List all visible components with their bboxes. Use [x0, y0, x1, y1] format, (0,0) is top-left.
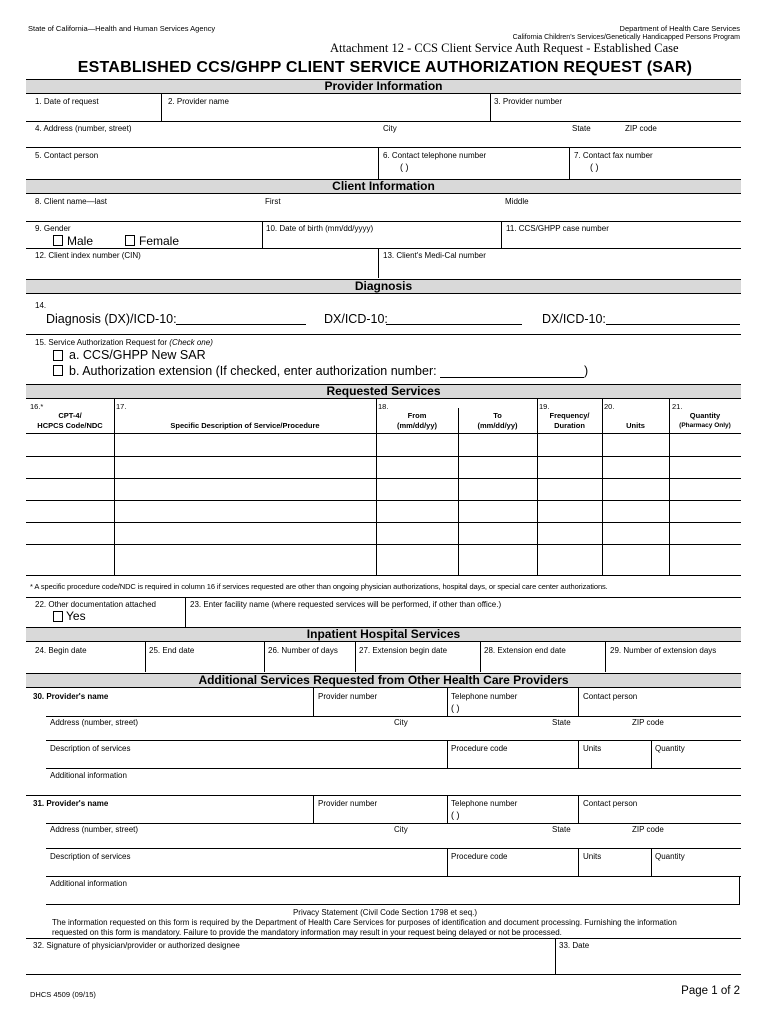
provider-31-contact[interactable]: Contact person	[583, 799, 638, 808]
department-name: Department of Health Care Services	[619, 24, 740, 33]
section-client-information: Client Information	[26, 179, 741, 194]
provider-30-contact[interactable]: Contact person	[583, 692, 638, 701]
field-end-date[interactable]: 25. End date	[149, 646, 195, 655]
field-city[interactable]: City	[383, 124, 397, 133]
field-state[interactable]: State	[572, 124, 591, 133]
provider-31-units[interactable]: Units	[583, 852, 602, 861]
col-18-header-from: From	[407, 411, 427, 420]
provider-30-procedure-code[interactable]: Procedure code	[451, 744, 508, 753]
provider-30-address[interactable]: Address (number, street)	[50, 718, 139, 727]
field-provider-number[interactable]: 3. Provider number	[494, 97, 563, 106]
provider-30-zip[interactable]: ZIP code	[632, 718, 664, 727]
col-19-header-line1: Frequency/	[549, 411, 590, 420]
field-extension-end-date[interactable]: 28. Extension end date	[484, 646, 566, 655]
attachment-label: Attachment 12 - CCS Client Service Auth Request - Established Case	[330, 41, 679, 55]
field-contact-person[interactable]: 5. Contact person	[35, 151, 99, 160]
agency-name: State of California—Health and Human Services Agency	[28, 24, 216, 33]
extension-label: b. Authorization extension (If checked, enter authorization number:	[69, 364, 437, 378]
field-client-index-number[interactable]: 12. Client index number (CIN)	[35, 251, 141, 260]
program-name: California Children's Services/Genetically Handicapped Persons Program	[512, 34, 740, 41]
col-19-number: 19.	[539, 402, 550, 411]
col-21-header-line2: (Pharmacy Only)	[679, 422, 731, 429]
extension-close-paren: )	[584, 364, 589, 378]
extension-checkbox[interactable]	[53, 365, 63, 376]
provider-31-zip[interactable]: ZIP code	[632, 825, 664, 834]
field-other-documentation: 22. Other documentation attached	[35, 600, 156, 609]
diagnosis-3-label: DX/ICD-10:	[542, 312, 606, 326]
service-row-6[interactable]	[26, 545, 741, 566]
field-signature[interactable]: 32. Signature of physician/provider or authorized designee	[33, 941, 240, 950]
field-extension-begin-date[interactable]: 27. Extension begin date	[359, 646, 448, 655]
provider-30-state[interactable]: State	[552, 718, 571, 727]
provider-30-number[interactable]: Provider number	[318, 692, 378, 701]
page-number: Page 1 of 2	[681, 985, 740, 997]
service-row-5[interactable]	[26, 523, 741, 544]
section-additional-services: Additional Services Requested from Other Health Care Providers	[26, 673, 741, 688]
provider-31-additional-info: Additional information	[50, 879, 127, 888]
provider-31-state[interactable]: State	[552, 825, 571, 834]
field-begin-date[interactable]: 24. Begin date	[35, 646, 87, 655]
authorization-number-input[interactable]	[440, 377, 584, 378]
telephone-parens: ( )	[400, 162, 409, 172]
col-19-header-line2: Duration	[554, 421, 585, 430]
field-date-of-birth[interactable]: 10. Date of birth (mm/dd/yyyy)	[266, 224, 374, 233]
field-case-number[interactable]: 11. CCS/GHPP case number	[506, 224, 609, 233]
provider-31-description[interactable]: Description of services	[50, 852, 131, 861]
provider-31-quantity[interactable]: Quantity	[655, 852, 685, 861]
fax-parens: ( )	[590, 162, 599, 172]
col-18-number: 18.	[378, 402, 389, 411]
provider-30-city[interactable]: City	[394, 718, 408, 727]
col-18-header-to: To	[493, 411, 502, 420]
provider-31-city[interactable]: City	[394, 825, 408, 834]
col-16-number: 16.*	[30, 402, 44, 411]
col-21-number: 21.	[672, 402, 683, 411]
col-17-number: 17.	[116, 402, 127, 411]
col-20-number: 20.	[604, 402, 615, 411]
services-footnote: * A specific procedure code/NDC is required in column 16 if services requested are other than ongoing physician authorizations, hospital days, or special care center authorizations.	[30, 582, 608, 591]
field-medi-cal-number[interactable]: 13. Client's Medi-Cal number	[383, 251, 486, 260]
field-client-middle-name[interactable]: Middle	[505, 197, 529, 206]
form-title: ESTABLISHED CCS/GHPP CLIENT SERVICE AUTHORIZATION REQUEST (SAR)	[77, 59, 693, 76]
provider-30-units[interactable]: Units	[583, 744, 602, 753]
provider-30-name[interactable]: 30. Provider's name	[33, 692, 109, 701]
field-gender: 9. Gender	[35, 224, 71, 233]
section-diagnosis: Diagnosis	[26, 279, 741, 294]
service-row-1[interactable]	[26, 434, 741, 456]
field-contact-fax[interactable]: 7. Contact fax number	[574, 151, 653, 160]
provider-31-number[interactable]: Provider number	[318, 799, 378, 808]
provider-30-description[interactable]: Description of services	[50, 744, 131, 753]
col-18-header-from-format: (mm/dd/yy)	[396, 421, 437, 430]
field-14-number: 14.	[35, 301, 47, 310]
other-documentation-yes-label: Yes	[66, 609, 86, 623]
diagnosis-1-input[interactable]	[176, 324, 306, 325]
privacy-text-line1: The information requested on this form is required by the Department of Health Care Services for purposes of identification and document processing. Furnishing the information	[52, 918, 677, 927]
field-facility-name[interactable]: 23. Enter facility name (where requested services will be performed, if other than office.)	[190, 600, 502, 609]
female-label: Female	[139, 234, 180, 248]
provider-31-telephone-parens: ( )	[451, 810, 460, 820]
new-sar-checkbox[interactable]	[53, 350, 63, 361]
provider-31-name[interactable]: 31. Provider's name	[33, 799, 109, 808]
col-18-header-to-format: (mm/dd/yy)	[477, 421, 518, 430]
male-label: Male	[67, 234, 94, 248]
diagnosis-1-label: Diagnosis (DX)/ICD-10:	[46, 312, 177, 326]
other-documentation-yes-checkbox[interactable]	[53, 611, 63, 622]
section-provider-information: Provider Information	[26, 79, 741, 94]
field-number-of-days[interactable]: 26. Number of days	[268, 646, 338, 655]
field-zip[interactable]: ZIP code	[625, 124, 657, 133]
new-sar-label: a. CCS/GHPP New SAR	[69, 348, 206, 362]
field-client-first-name[interactable]: First	[265, 197, 281, 206]
col-16-header-line1: CPT-4/	[58, 411, 82, 420]
field-signature-date[interactable]: 33. Date	[559, 941, 590, 950]
form-number: DHCS 4509 (09/15)	[30, 990, 96, 999]
provider-31-procedure-code[interactable]: Procedure code	[451, 852, 508, 861]
col-20-header: Units	[626, 421, 645, 430]
provider-31-telephone[interactable]: Telephone number	[451, 799, 518, 808]
male-checkbox[interactable]	[53, 235, 63, 246]
field-client-last-name[interactable]: 8. Client name—last	[35, 197, 108, 206]
diagnosis-2-label: DX/ICD-10:	[324, 312, 388, 326]
provider-30-quantity[interactable]: Quantity	[655, 744, 685, 753]
field-date-of-request[interactable]: 1. Date of request	[35, 97, 99, 106]
provider-31-additional-info-box[interactable]	[46, 876, 740, 905]
col-16-header-line2: HCPCS Code/NDC	[37, 421, 103, 430]
provider-31-address[interactable]: Address (number, street)	[50, 825, 139, 834]
privacy-text-line2: requested on this form is mandatory. Failure to provide the mandatory information may result in your request being delayed or not be processed.	[52, 928, 562, 937]
section-requested-services: Requested Services	[26, 384, 741, 399]
col-17-header: Specific Description of Service/Procedure	[170, 421, 320, 430]
field-15-label: 15. Service Authorization Request for (Check one)	[35, 338, 213, 347]
service-row-2[interactable]	[26, 457, 741, 478]
field-provider-name[interactable]: 2. Provider name	[168, 97, 229, 106]
field-contact-telephone[interactable]: 6. Contact telephone number	[383, 151, 487, 160]
diagnosis-2-input[interactable]	[386, 324, 522, 325]
field-address[interactable]: 4. Address (number, street)	[35, 124, 132, 133]
provider-30-additional-info[interactable]: Additional information	[50, 771, 127, 780]
provider-30-telephone-parens: ( )	[451, 703, 460, 713]
provider-30-telephone[interactable]: Telephone number	[451, 692, 518, 701]
section-inpatient-hospital-services: Inpatient Hospital Services	[26, 627, 741, 642]
female-checkbox[interactable]	[125, 235, 135, 246]
field-number-of-extension-days[interactable]: 29. Number of extension days	[610, 646, 717, 655]
privacy-heading: Privacy Statement (Civil Code Section 1798 et seq.)	[292, 908, 478, 917]
col-21-header-line1: Quantity	[689, 411, 721, 420]
service-row-4[interactable]	[26, 501, 741, 522]
diagnosis-3-input[interactable]	[606, 324, 740, 325]
service-row-3[interactable]	[26, 479, 741, 500]
